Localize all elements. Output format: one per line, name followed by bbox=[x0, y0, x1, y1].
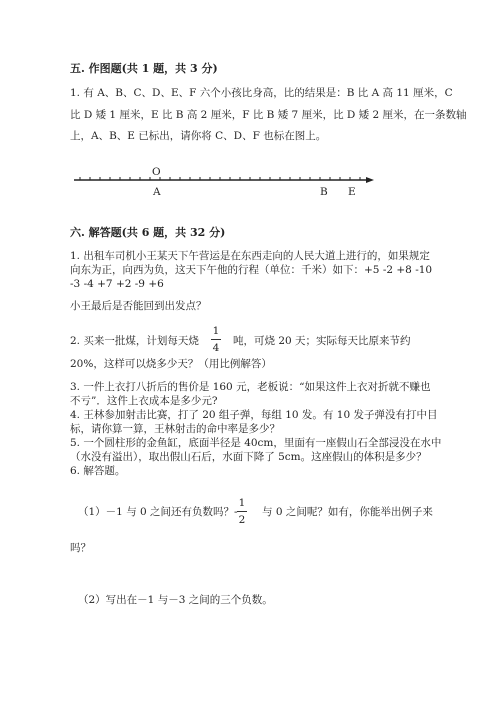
s5-q1-line1: 1. 有 A、B、C、D、E、F 六个小孩比身高，比的结果是：B 比 A 高 11 厘米，C bbox=[70, 87, 453, 99]
q6-1-fraction bbox=[237, 497, 247, 526]
s6-q2-line2: 20%，这样可以烧多少天？（用比例解答） bbox=[70, 358, 272, 370]
origin-label: O bbox=[152, 166, 161, 178]
s6-q2-part1: 2. 买来一批煤，计划每天烧 bbox=[70, 335, 199, 347]
q2-fraction-den: 4 bbox=[212, 342, 220, 354]
q2-fraction bbox=[211, 325, 221, 354]
section6-heading: 六. 解答题(共 6 题，共 32 分) bbox=[70, 226, 226, 239]
s6-q6-1-part2: 与 0 之间呢？如有，你能举出例子来 bbox=[262, 506, 433, 518]
s6-q3-line2: 不亏”．这件上衣成本是多少元? bbox=[70, 395, 218, 407]
q6-1-fraction-den: 2 bbox=[238, 514, 246, 526]
point-label-a: A bbox=[153, 186, 161, 198]
q6-1-fraction-bar bbox=[237, 511, 247, 512]
point-label-b: B bbox=[320, 186, 328, 198]
number-line bbox=[70, 162, 380, 202]
s6-q1-line1: 1. 出租车司机小王某天下午营运是在东西走向的人民大道上进行的，如果规定 bbox=[70, 250, 430, 262]
s6-q6-1-line2: 吗？ bbox=[70, 542, 91, 554]
s5-q1-line2: 比 D 矮 1 厘米，E 比 B 高 2 厘米，F 比 B 矮 7 厘米，比 D 矮 2 厘米，在一条数轴 bbox=[70, 109, 467, 121]
s6-q1-line2: 向东为正，向西为负，这天下午他的行程（单位：千米）如下：+5 -2 +8 -10 bbox=[70, 264, 433, 276]
q2-fraction-num: 1 bbox=[212, 325, 220, 337]
s6-q6-1-part1: （1）－1 与 0 之间还有负数吗？- bbox=[78, 506, 238, 518]
q2-fraction-bar bbox=[211, 339, 221, 340]
s5-q1-line3: 上，A、B、E 已标出，请你将 C、D、F 也标在图上。 bbox=[70, 130, 327, 142]
s6-q4-line2: 标，请你算一算，王林射击的命中率是多少？ bbox=[70, 423, 280, 435]
s6-q1-question: 小王最后是否能回到出发点？ bbox=[70, 300, 207, 312]
s6-q1-line3: -3 -4 +7 +2 -9 +6 bbox=[70, 278, 164, 290]
s6-q2-part2: 吨，可烧 20 天；实际每天比原来节约 bbox=[233, 335, 411, 347]
point-label-e: E bbox=[348, 186, 356, 198]
s6-q4: 4. 王林参加射击比赛，打了 20 组子弹，每组 10 发。有 10 发子弹没有打中目 bbox=[70, 409, 438, 421]
s6-q6: 6. 解答题。 bbox=[70, 465, 126, 477]
s6-q5-line2: （水没有溢出），取出假山石后，水面下降了 5cm。这座假山的体积是多少？ bbox=[70, 451, 427, 463]
number-line-arrow bbox=[366, 177, 374, 183]
s6-q6-2: （2）写出在－1 与－3 之间的三个负数。 bbox=[78, 594, 273, 606]
section5-heading: 五. 作图题(共 1 题，共 3 分) bbox=[70, 62, 218, 75]
s6-q5-line1: 5. 一个圆柱形的金鱼缸，底面半径是 40cm，里面有一座假山石全部浸没在水中 bbox=[70, 437, 442, 449]
s6-q3-line1: 3. 一件上衣打八折后的售价是 160 元，老板说：“如果这件上衣对折就不赚也 bbox=[70, 381, 431, 393]
q6-1-fraction-num: 1 bbox=[238, 497, 246, 509]
